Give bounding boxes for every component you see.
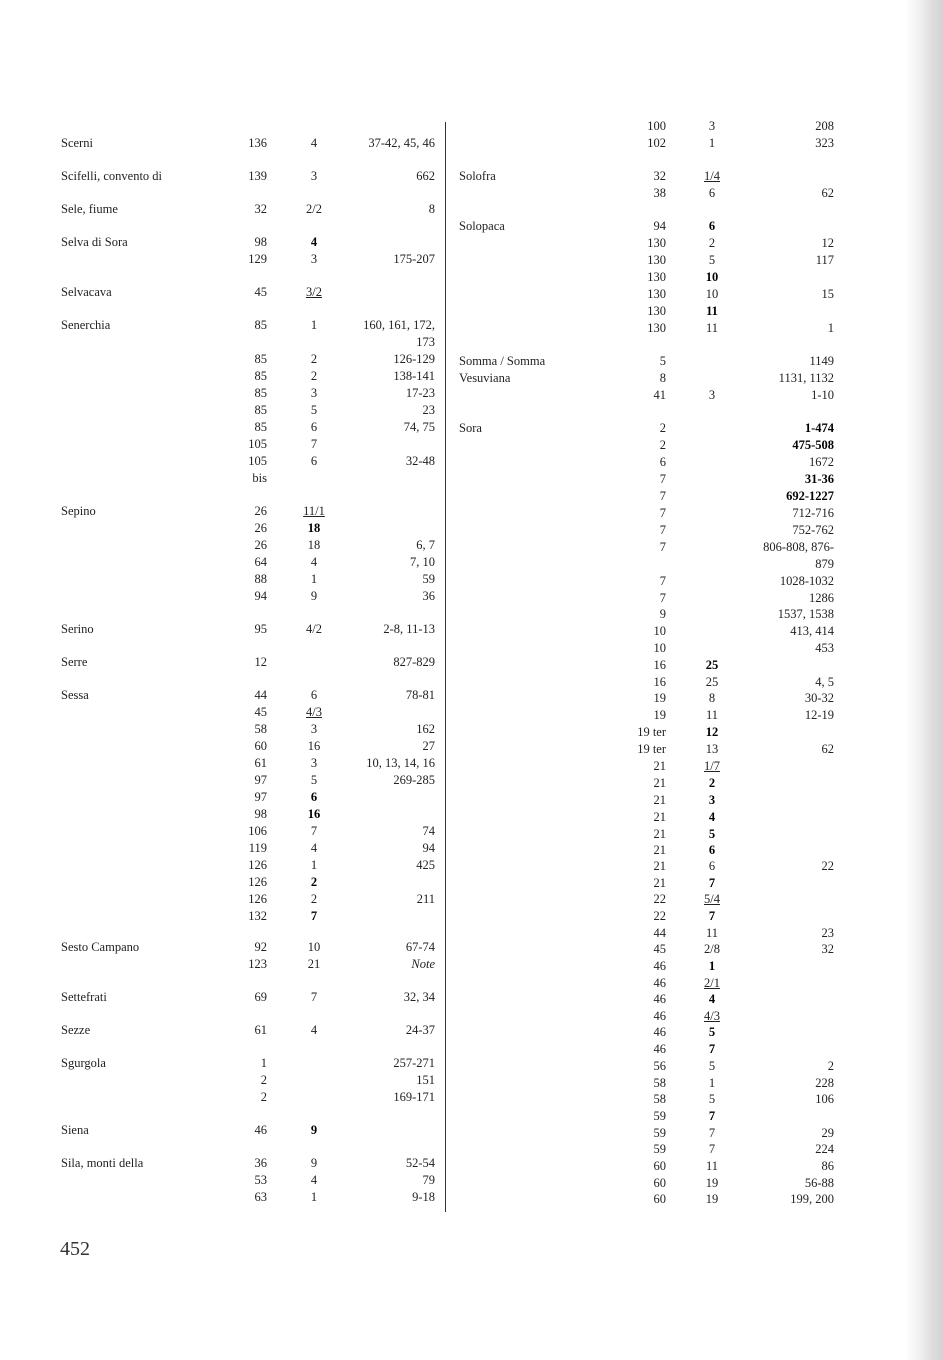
index-number: 1/7: [704, 759, 720, 773]
index-number: 18: [307, 538, 321, 552]
index-volume: 21: [653, 876, 666, 890]
index-volume: 85: [254, 420, 267, 434]
index-pages: 1-10: [811, 388, 834, 402]
index-pages: 199, 200: [790, 1192, 834, 1206]
index-pages: 74: [422, 824, 435, 838]
index-number: 4/3: [704, 1009, 720, 1023]
index-entry-name: Solopaca: [459, 219, 505, 233]
index-number: 2/2: [306, 202, 322, 216]
index-number: 4: [310, 1173, 318, 1187]
index-number: 13: [705, 742, 719, 756]
index-pages: 1537, 1538: [777, 607, 834, 621]
index-number: 5: [310, 773, 318, 787]
index-volume: 85: [254, 352, 267, 366]
index-number: 5: [708, 827, 716, 841]
index-entry-name: Selvacava: [61, 285, 112, 299]
index-number: 7: [708, 1142, 716, 1156]
index-number: 8: [708, 691, 716, 705]
index-number: 11/1: [303, 504, 325, 518]
index-pages: 1131, 1132: [778, 371, 834, 385]
index-number: 1: [708, 959, 716, 973]
index-volume: 9: [659, 607, 666, 621]
index-entry-name: Serre: [61, 655, 88, 669]
index-number: 19: [705, 1176, 719, 1190]
index-pages: 175-207: [393, 252, 435, 266]
index-volume: 126: [248, 875, 267, 889]
index-pages: 78-81: [405, 688, 435, 702]
index-volume: 21: [653, 859, 666, 873]
index-pages: 160, 161, 172,: [363, 318, 435, 332]
index-number: 11: [705, 926, 719, 940]
index-pages: 30-32: [804, 691, 834, 705]
index-volume: 45: [254, 285, 267, 299]
index-pages: 173: [416, 335, 435, 349]
index-pages: 31-36: [804, 472, 834, 486]
index-pages: 52-54: [405, 1156, 435, 1170]
index-number: 7: [310, 824, 318, 838]
index-number: 9: [310, 1156, 318, 1170]
index-pages: 36: [422, 589, 435, 603]
index-volume: 130: [647, 253, 666, 267]
index-number: 3: [310, 722, 318, 736]
index-volume: 106: [248, 824, 267, 838]
index-number: 4: [310, 136, 318, 150]
index-volume: 5: [659, 354, 666, 368]
index-entry-name: Somma / Somma: [459, 354, 546, 368]
index-number: 3: [708, 119, 716, 133]
index-volume: 46: [653, 1009, 666, 1023]
index-number: 1: [310, 1190, 318, 1204]
index-pages: 138-141: [393, 369, 435, 383]
index-pages: 1672: [809, 455, 834, 469]
index-number: 7: [708, 1042, 716, 1056]
index-number: 5: [708, 1025, 716, 1039]
index-pages: 211: [416, 892, 435, 906]
index-pages: 32: [821, 942, 834, 956]
index-volume: 45: [254, 705, 267, 719]
index-volume: 88: [254, 572, 267, 586]
index-pages: 752-762: [792, 523, 834, 537]
index-pages: 4, 5: [815, 675, 834, 689]
index-volume: 46: [653, 1025, 666, 1039]
index-number: 11: [705, 708, 719, 722]
index-number: 3: [310, 756, 318, 770]
index-number: 6: [310, 688, 318, 702]
index-pages: 806-808, 876-: [763, 540, 834, 554]
index-entry-name: Sora: [459, 421, 482, 435]
index-pages: 86: [821, 1159, 834, 1173]
index-volume: 21: [653, 810, 666, 824]
index-number: 5: [310, 403, 318, 417]
index-number: 10: [705, 270, 719, 284]
index-number: 2/8: [704, 942, 720, 956]
index-number: 2: [310, 369, 318, 383]
index-volume: 69: [254, 990, 267, 1004]
index-pages: 269-285: [393, 773, 435, 787]
index-volume: 94: [653, 219, 666, 233]
index-number: 1: [708, 1076, 716, 1090]
index-pages: 9-18: [412, 1190, 435, 1204]
index-number: 10: [307, 940, 321, 954]
index-number: 2/1: [704, 976, 720, 990]
index-number: 6: [708, 186, 716, 200]
index-number: 7: [708, 909, 716, 923]
index-number: 5: [708, 1092, 716, 1106]
index-pages: 59: [422, 572, 435, 586]
index-pages: 692-1227: [786, 489, 834, 503]
index-volume: 64: [254, 555, 267, 569]
index-number: 5/4: [704, 892, 720, 906]
index-number: 4: [310, 1023, 318, 1037]
index-pages: 323: [815, 136, 834, 150]
index-entry-name: Settefrati: [61, 990, 107, 1004]
index-volume: 7: [659, 523, 666, 537]
index-volume: 32: [653, 169, 666, 183]
index-volume: 44: [254, 688, 267, 702]
index-pages: 17-23: [405, 386, 435, 400]
index-number: 4: [310, 555, 318, 569]
index-volume: 1: [260, 1056, 267, 1070]
index-number: 2: [310, 892, 318, 906]
index-pages: 208: [815, 119, 834, 133]
index-entry-name: Sezze: [61, 1023, 91, 1037]
index-pages: 425: [416, 858, 435, 872]
index-number: 1: [708, 136, 716, 150]
index-volume: 60: [653, 1192, 666, 1206]
index-number: 11: [705, 1159, 719, 1173]
index-pages: 1286: [809, 591, 834, 605]
index-pages: 27: [422, 739, 435, 753]
index-number: 19: [705, 1192, 719, 1206]
index-volume: 7: [659, 489, 666, 503]
index-volume: 38: [653, 186, 666, 200]
index-volume: 53: [254, 1173, 267, 1187]
index-volume: 32: [254, 202, 267, 216]
index-number: 7: [708, 1126, 716, 1140]
index-volume: 130: [647, 270, 666, 284]
index-number: 25: [705, 658, 719, 672]
index-volume: 41: [653, 388, 666, 402]
index-number: 6: [310, 790, 318, 804]
index-number: 12: [705, 725, 719, 739]
index-volume: 85: [254, 386, 267, 400]
index-entry-name: Senerchia: [61, 318, 111, 332]
index-entry-name: Sepino: [61, 504, 96, 518]
index-volume: 60: [653, 1159, 666, 1173]
index-volume: 95: [254, 622, 267, 636]
index-volume: 10: [653, 641, 666, 655]
index-number: 16: [307, 807, 321, 821]
index-number: 3: [310, 252, 318, 266]
index-volume: 7: [659, 472, 666, 486]
index-pages: 6, 7: [416, 538, 435, 552]
index-volume: 44: [653, 926, 666, 940]
index-volume: 2: [260, 1073, 267, 1087]
index-pages: 151: [416, 1073, 435, 1087]
index-pages: 67-74: [405, 940, 435, 954]
index-number: 3: [310, 386, 318, 400]
index-volume: 59: [653, 1142, 666, 1156]
index-volume: 36: [254, 1156, 267, 1170]
index-number: 4: [708, 992, 716, 1006]
index-volume: 85: [254, 318, 267, 332]
index-volume: 85: [254, 403, 267, 417]
index-pages: 162: [416, 722, 435, 736]
index-pages: 37-42, 45, 46: [368, 136, 435, 150]
index-volume: 130: [647, 304, 666, 318]
index-number: 5: [708, 253, 716, 267]
index-number: 2: [310, 875, 318, 889]
index-pages: 32, 34: [403, 990, 435, 1004]
index-pages: 1149: [809, 354, 834, 368]
index-volume: 130: [647, 236, 666, 250]
index-volume: 16: [653, 658, 666, 672]
index-number: 1/4: [704, 169, 720, 183]
index-number: 9: [310, 589, 318, 603]
index-volume: 45: [653, 942, 666, 956]
index-number: 1: [310, 572, 318, 586]
index-volume: 7: [659, 540, 666, 554]
index-volume: 7: [659, 591, 666, 605]
index-number: 11: [706, 304, 718, 318]
index-volume: 19 ter: [637, 742, 666, 756]
index-volume: 85: [254, 369, 267, 383]
index-volume: 21: [653, 793, 666, 807]
page-number: 452: [60, 1238, 90, 1260]
index-pages: 79: [422, 1173, 435, 1187]
index-number: 5: [708, 1059, 716, 1073]
index-number: 7: [310, 909, 318, 923]
index-volume: 60: [653, 1176, 666, 1190]
index-pages: Note: [411, 957, 435, 971]
index-volume: 2: [659, 421, 666, 435]
index-number: 4: [310, 841, 318, 855]
index-pages: 117: [815, 253, 834, 267]
index-entry-name: Sgurgola: [61, 1056, 106, 1070]
index-pages: 475-508: [792, 438, 834, 452]
index-number: 6: [310, 454, 318, 468]
index-volume: 100: [647, 119, 666, 133]
index-volume: 63: [254, 1190, 267, 1204]
index-number: 1: [310, 858, 318, 872]
index-number: 2: [310, 352, 318, 366]
index-pages: 106: [815, 1092, 834, 1106]
index-number: 3: [708, 793, 716, 807]
index-volume: 58: [254, 722, 267, 736]
index-volume: 22: [653, 892, 666, 906]
index-pages: 1: [827, 321, 834, 335]
index-pages: 7, 10: [410, 555, 435, 569]
index-number: 3: [310, 169, 318, 183]
index-number: 2: [708, 776, 716, 790]
index-number: 9: [310, 1123, 318, 1137]
index-pages: 827-829: [393, 655, 435, 669]
index-number: 11: [705, 321, 719, 335]
index-volume: 58: [653, 1076, 666, 1090]
page-edge-shadow: [905, 0, 943, 1360]
index-volume: 12: [254, 655, 267, 669]
index-pages: 224: [815, 1142, 834, 1156]
index-pages: 662: [416, 169, 435, 183]
index-entry-name: Sila, monti della: [61, 1156, 144, 1170]
index-entry-name: Scerni: [61, 136, 93, 150]
index-number: 4/2: [306, 622, 322, 636]
index-volume: 2: [260, 1090, 267, 1104]
index-volume: 61: [254, 1023, 267, 1037]
index-volume: 105: [248, 437, 267, 451]
index-entry-name: Vesuviana: [459, 371, 511, 385]
index-number: 18: [307, 521, 321, 535]
index-volume: 46: [653, 1042, 666, 1056]
index-number: 3/2: [306, 285, 322, 299]
index-number: 6: [708, 843, 716, 857]
index-number: 7: [708, 1109, 716, 1123]
index-volume: 92: [254, 940, 267, 954]
index-entry-name: Serino: [61, 622, 94, 636]
index-pages: 1028-1032: [779, 574, 834, 588]
index-number: 25: [705, 675, 719, 689]
index-volume: 98: [254, 807, 267, 821]
index-volume: 26: [254, 538, 267, 552]
index-pages: 8: [428, 202, 435, 216]
index-volume: 7: [659, 574, 666, 588]
index-number: 4/3: [306, 705, 322, 719]
index-volume: 7: [659, 506, 666, 520]
index-volume: 8: [659, 371, 666, 385]
index-number: 21: [307, 957, 321, 971]
index-volume: 46: [254, 1123, 267, 1137]
index-pages: 23: [422, 403, 435, 417]
index-number: 6: [708, 219, 716, 233]
index-pages: 1-474: [804, 421, 834, 435]
index-volume: 136: [248, 136, 267, 150]
index-volume: 119: [248, 841, 267, 855]
index-number: 4: [310, 235, 318, 249]
index-volume: 126: [248, 892, 267, 906]
index-number: 7: [310, 990, 318, 1004]
index-number: 6: [310, 420, 318, 434]
index-volume: 97: [254, 790, 267, 804]
index-pages: 712-716: [792, 506, 834, 520]
index-entry-name: Selva di Sora: [61, 235, 128, 249]
index-entry-name: Sesto Campano: [61, 940, 140, 954]
index-pages: 257-271: [393, 1056, 435, 1070]
index-volume: 26: [254, 521, 267, 535]
index-volume: 123: [248, 957, 267, 971]
index-pages: 10, 13, 14, 16: [366, 756, 435, 770]
index-volume: 19: [653, 708, 666, 722]
index-entry-name: Scifelli, convento di: [61, 169, 163, 183]
index-volume: 105: [248, 454, 267, 468]
index-volume: 129: [248, 252, 267, 266]
index-entry-name: Sessa: [61, 688, 89, 702]
index-volume: 59: [653, 1109, 666, 1123]
index-volume: 21: [653, 776, 666, 790]
index-pages: 32-48: [405, 454, 435, 468]
index-volume: 46: [653, 992, 666, 1006]
index-volume: 2: [659, 438, 666, 452]
index-number: 6: [708, 859, 716, 873]
index-pages: 74, 75: [403, 420, 435, 434]
index-volume: 21: [653, 759, 666, 773]
index-entry-name: Solofra: [459, 169, 496, 183]
index-pages: 15: [821, 287, 834, 301]
index-volume: 139: [248, 169, 267, 183]
index-volume: 10: [653, 624, 666, 638]
index-volume: bis: [252, 471, 267, 485]
index-volume: 56: [653, 1059, 666, 1073]
index-pages: 23: [821, 926, 834, 940]
index-number: 3: [708, 388, 716, 402]
index-volume: 58: [653, 1092, 666, 1106]
index-pages: 169-171: [393, 1090, 435, 1104]
index-number: 2: [708, 236, 716, 250]
index-number: 10: [705, 287, 719, 301]
index-pages: 2-8, 11-13: [383, 622, 435, 636]
index-volume: 60: [254, 739, 267, 753]
index-volume: 132: [248, 909, 267, 923]
index-volume: 21: [653, 827, 666, 841]
index-pages: 62: [821, 186, 834, 200]
column-divider: [445, 122, 446, 1212]
index-pages: 24-37: [405, 1023, 435, 1037]
index-pages: 29: [821, 1126, 834, 1140]
index-volume: 19: [653, 691, 666, 705]
index-number: 7: [708, 876, 716, 890]
index-pages: 879: [815, 557, 834, 571]
index-volume: 16: [653, 675, 666, 689]
index-volume: 46: [653, 959, 666, 973]
index-volume: 46: [653, 976, 666, 990]
index-pages: 413, 414: [790, 624, 834, 638]
index-volume: 22: [653, 909, 666, 923]
index-number: 4: [708, 810, 716, 824]
index-volume: 97: [254, 773, 267, 787]
index-number: 7: [310, 437, 318, 451]
index-pages: 228: [815, 1076, 834, 1090]
index-volume: 19 ter: [637, 725, 666, 739]
index-number: 16: [307, 739, 321, 753]
index-pages: 12-19: [804, 708, 834, 722]
index-volume: 126: [248, 858, 267, 872]
index-pages: 94: [422, 841, 435, 855]
index-volume: 102: [647, 136, 666, 150]
index-pages: 2: [827, 1059, 834, 1073]
index-number: 1: [310, 318, 318, 332]
index-volume: 26: [254, 504, 267, 518]
index-pages: 453: [815, 641, 834, 655]
index-pages: 12: [821, 236, 834, 250]
index-volume: 94: [254, 589, 267, 603]
index-volume: 61: [254, 756, 267, 770]
index-entry-name: Siena: [61, 1123, 89, 1137]
index-pages: 22: [821, 859, 834, 873]
index-volume: 98: [254, 235, 267, 249]
index-volume: 130: [647, 321, 666, 335]
index-volume: 59: [653, 1126, 666, 1140]
index-pages: 62: [821, 742, 834, 756]
index-volume: 130: [647, 287, 666, 301]
index-volume: 6: [659, 455, 666, 469]
index-pages: 126-129: [393, 352, 435, 366]
index-volume: 21: [653, 843, 666, 857]
index-pages: 56-88: [804, 1176, 834, 1190]
index-entry-name: Sele, fiume: [61, 202, 118, 216]
